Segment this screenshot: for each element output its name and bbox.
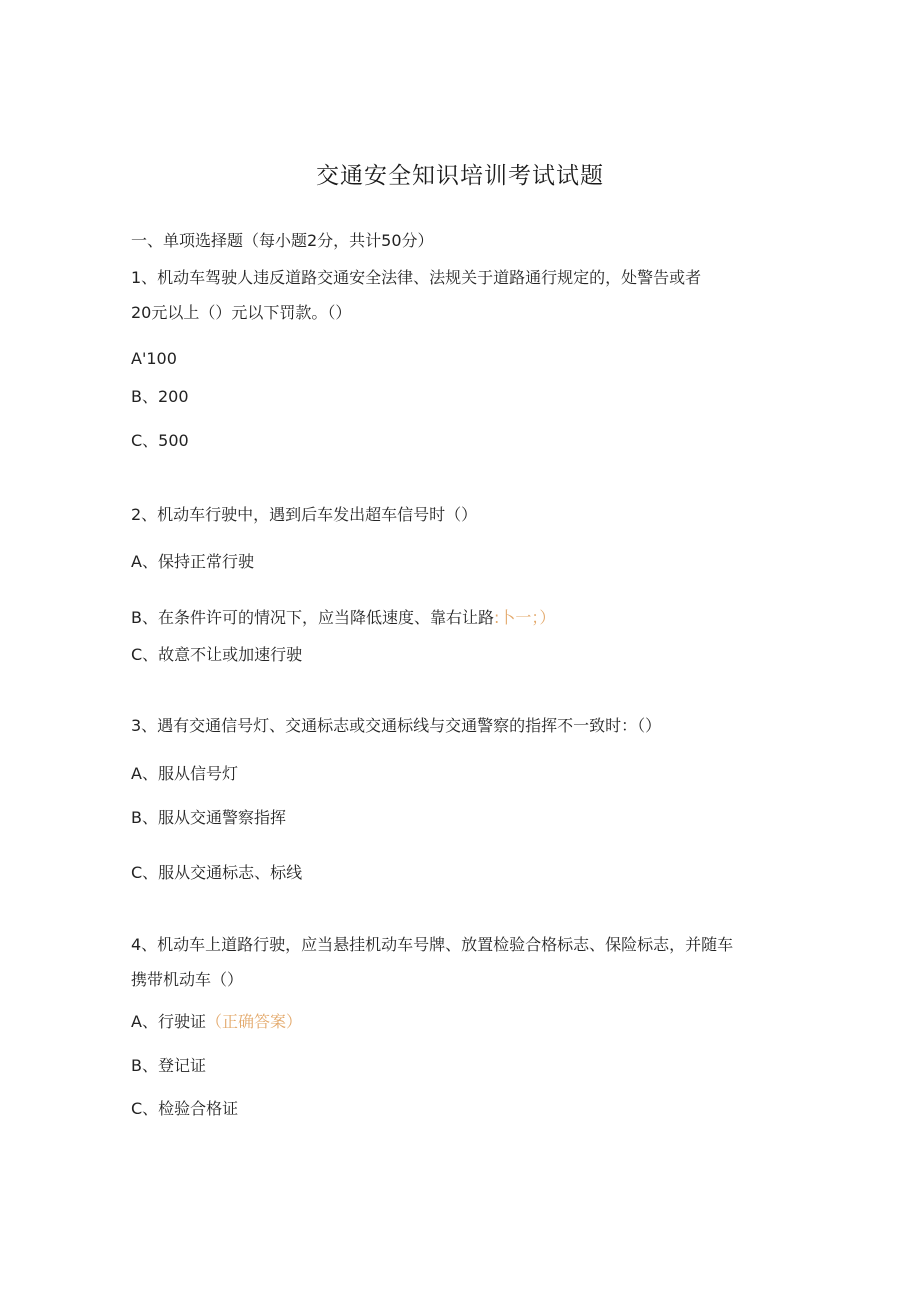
question-4-option-b: B、登记证 xyxy=(131,1056,206,1075)
question-4-stem-line-1: 4、机动车上道路行驶，应当悬挂机动车号牌、放置检验合格标志、保险标志，并随车 xyxy=(131,935,734,954)
question-2-option-b: B、在条件许可的情况下，应当降低速度、靠右让路 xyxy=(131,608,494,627)
question-2-stem: 2、机动车行驶中，遇到后车发出超车信号时（） xyxy=(131,505,478,524)
question-3-option-a: A、服从信号灯 xyxy=(131,764,238,783)
question-3-option-c: C、服从交通标志、标线 xyxy=(131,863,303,882)
question-4-option-a-answer-mark: （正确答案） xyxy=(205,1012,302,1031)
question-4-option-c: C、检验合格证 xyxy=(131,1099,239,1118)
question-2-option-b-row xyxy=(131,608,555,628)
section-heading: 一、单项选择题（每小题2分，共计50分） xyxy=(131,231,434,250)
question-1-option-a: A'100 xyxy=(131,349,177,368)
question-2-option-c: C、故意不让或加速行驶 xyxy=(131,645,303,664)
question-1-option-b: B、200 xyxy=(131,387,189,406)
question-3-option-b: B、服从交通警察指挥 xyxy=(131,808,286,827)
question-2-option-a: A、保持正常行驶 xyxy=(131,552,254,571)
question-1-stem-line-2: 20元以上（）元以下罚款。（） xyxy=(131,303,352,322)
question-4-option-a: A、行驶证 xyxy=(131,1012,206,1031)
question-2-option-b-answer-mark: :卜一；） xyxy=(493,608,556,627)
question-4-stem-line-2: 携带机动车（） xyxy=(131,970,244,989)
question-4-option-a-row xyxy=(131,1012,302,1032)
question-1-option-c: C、500 xyxy=(131,431,189,450)
page-title: 交通安全知识培训考试试题 xyxy=(316,163,604,189)
question-3-stem: 3、遇有交通信号灯、交通标志或交通标线与交通警察的指挥不一致时：（） xyxy=(131,716,662,735)
question-1-stem-line-1: 1、机动车驾驶人违反道路交通安全法律、法规关于道路通行规定的，处警告或者 xyxy=(131,268,702,287)
